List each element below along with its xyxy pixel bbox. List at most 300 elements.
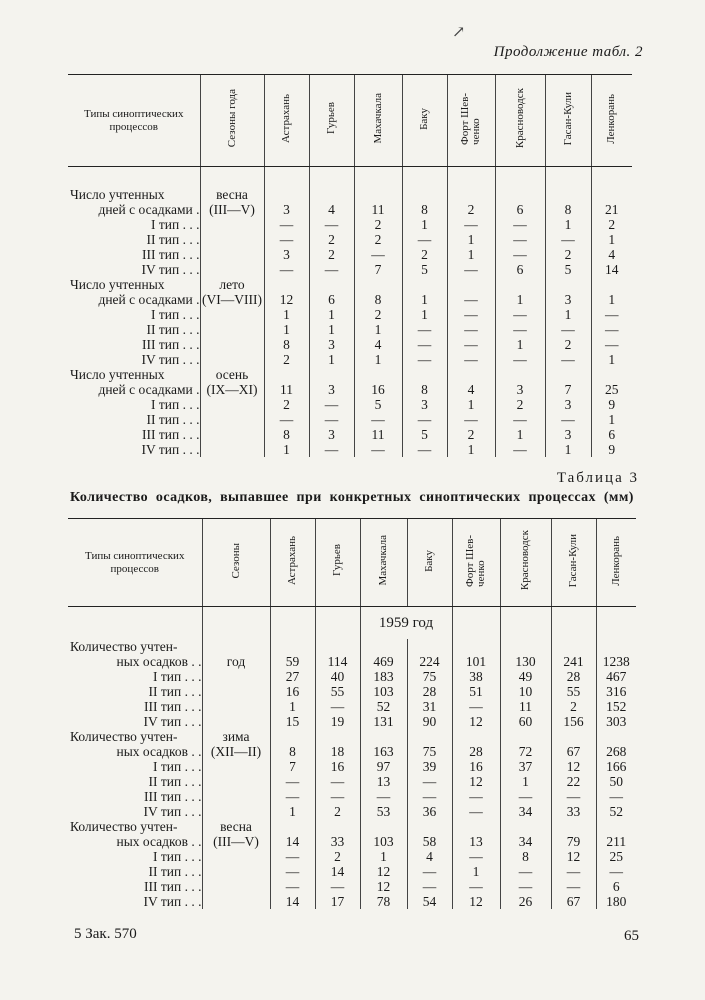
season-cell bbox=[202, 714, 270, 729]
value-cell: 5 bbox=[545, 262, 591, 277]
value-cell: 90 bbox=[407, 714, 452, 729]
value-cell: — bbox=[452, 699, 500, 714]
table-row bbox=[68, 774, 636, 789]
value-cell: 54 bbox=[407, 894, 452, 909]
value-cell: 12 bbox=[452, 714, 500, 729]
value-cell bbox=[500, 819, 551, 834]
value-cell: 1 bbox=[447, 232, 495, 247]
row-label: II тип . . . bbox=[148, 684, 202, 699]
value-cell: 33 bbox=[315, 834, 360, 849]
value-cell: 163 bbox=[360, 744, 407, 759]
value-cell: — bbox=[447, 352, 495, 367]
row-label: II тип . . . bbox=[148, 864, 202, 879]
value-cell bbox=[545, 277, 591, 292]
table-row bbox=[68, 849, 636, 864]
value-cell: 16 bbox=[452, 759, 500, 774]
value-cell: 55 bbox=[551, 684, 596, 699]
value-cell: 303 bbox=[596, 714, 636, 729]
value-cell bbox=[591, 277, 632, 292]
value-cell: — bbox=[495, 307, 545, 322]
row-label: дней с осадками . bbox=[98, 292, 200, 307]
season-cell bbox=[202, 804, 270, 819]
table-row bbox=[68, 247, 632, 262]
row-label: II тип . . . bbox=[146, 322, 200, 337]
value-cell: — bbox=[402, 322, 447, 337]
value-cell: 1 bbox=[309, 307, 354, 322]
table-row bbox=[68, 729, 636, 744]
value-cell: — bbox=[270, 879, 315, 894]
value-cell: — bbox=[447, 412, 495, 427]
value-cell: 59 bbox=[270, 654, 315, 669]
season-cell bbox=[202, 864, 270, 879]
season-cell bbox=[200, 337, 264, 352]
value-cell bbox=[407, 819, 452, 834]
table-row bbox=[68, 864, 636, 879]
value-cell: 2 bbox=[315, 804, 360, 819]
value-cell: 4 bbox=[407, 849, 452, 864]
value-cell bbox=[270, 729, 315, 744]
row-label: ных осадков . . bbox=[116, 834, 202, 849]
value-cell: — bbox=[452, 849, 500, 864]
value-cell: — bbox=[447, 322, 495, 337]
value-cell bbox=[264, 187, 309, 202]
value-cell: 2 bbox=[264, 352, 309, 367]
station-header-makhachkala: Махачкала bbox=[354, 75, 402, 167]
value-cell: 53 bbox=[360, 804, 407, 819]
value-cell bbox=[360, 729, 407, 744]
value-cell: 14 bbox=[315, 864, 360, 879]
row-label: III тип . . . bbox=[142, 427, 200, 442]
value-cell: 183 bbox=[360, 669, 407, 684]
value-cell bbox=[354, 187, 402, 202]
value-cell: — bbox=[309, 412, 354, 427]
season-cell: год bbox=[202, 654, 270, 669]
value-cell: 8 bbox=[500, 849, 551, 864]
pencil-mark: ↗ bbox=[452, 24, 466, 41]
value-cell: — bbox=[309, 442, 354, 457]
value-cell bbox=[264, 367, 309, 382]
season-column-header: Сезоны bbox=[202, 519, 270, 607]
season-cell: зима bbox=[202, 729, 270, 744]
value-cell: 3 bbox=[309, 337, 354, 352]
value-cell: — bbox=[591, 322, 632, 337]
value-cell: 241 bbox=[551, 654, 596, 669]
value-cell: 18 bbox=[315, 744, 360, 759]
value-cell bbox=[447, 187, 495, 202]
station-header-baku: Баку bbox=[402, 75, 447, 167]
value-cell: 52 bbox=[360, 699, 407, 714]
value-cell bbox=[402, 367, 447, 382]
spacer-row bbox=[68, 167, 632, 188]
value-cell: 1 bbox=[354, 352, 402, 367]
station-header-guryev: Гурьев bbox=[309, 75, 354, 167]
table-row bbox=[68, 232, 632, 247]
value-cell: — bbox=[447, 217, 495, 232]
row-label: III тип . . . bbox=[144, 879, 202, 894]
value-cell: 2 bbox=[447, 427, 495, 442]
row-label: IV тип . . . bbox=[141, 442, 200, 457]
value-cell: 2 bbox=[551, 699, 596, 714]
value-cell: — bbox=[264, 217, 309, 232]
value-cell: 8 bbox=[402, 202, 447, 217]
season-cell: весна bbox=[202, 819, 270, 834]
value-cell: 28 bbox=[452, 744, 500, 759]
value-cell: — bbox=[545, 322, 591, 337]
season-cell bbox=[202, 669, 270, 684]
value-cell: — bbox=[402, 337, 447, 352]
value-cell: 3 bbox=[545, 397, 591, 412]
value-cell: — bbox=[264, 232, 309, 247]
value-cell: 8 bbox=[270, 744, 315, 759]
value-cell bbox=[452, 639, 500, 654]
row-label: II тип . . . bbox=[146, 412, 200, 427]
value-cell: 16 bbox=[315, 759, 360, 774]
value-cell: — bbox=[315, 789, 360, 804]
value-cell bbox=[591, 187, 632, 202]
value-cell: 1 bbox=[402, 292, 447, 307]
table-row bbox=[68, 442, 632, 457]
value-cell: 51 bbox=[452, 684, 500, 699]
table-3-title: Количество осадков, выпавшее при конкретных синоптических процессах (мм) bbox=[70, 490, 634, 505]
value-cell bbox=[452, 819, 500, 834]
value-cell: — bbox=[354, 247, 402, 262]
value-cell: 50 bbox=[596, 774, 636, 789]
value-cell: — bbox=[270, 849, 315, 864]
value-cell: 12 bbox=[551, 759, 596, 774]
value-cell: 103 bbox=[360, 684, 407, 699]
value-cell: 1 bbox=[495, 292, 545, 307]
row-label: дней с осадками . bbox=[98, 202, 200, 217]
value-cell: 1 bbox=[447, 247, 495, 262]
value-cell: 26 bbox=[500, 894, 551, 909]
value-cell: 1 bbox=[591, 292, 632, 307]
value-cell: 1 bbox=[447, 397, 495, 412]
value-cell: 2 bbox=[545, 247, 591, 262]
value-cell: — bbox=[500, 789, 551, 804]
row-label: I тип . . . bbox=[153, 669, 202, 684]
season-cell: (III—V) bbox=[200, 202, 264, 217]
value-cell: 1 bbox=[447, 442, 495, 457]
table-row bbox=[68, 639, 636, 654]
value-cell: 8 bbox=[354, 292, 402, 307]
value-cell: 5 bbox=[354, 397, 402, 412]
value-cell: — bbox=[270, 774, 315, 789]
value-cell bbox=[551, 819, 596, 834]
value-cell: 2 bbox=[402, 247, 447, 262]
value-cell: 10 bbox=[500, 684, 551, 699]
type-column-header: Типы синоптических процессов bbox=[68, 75, 200, 167]
value-cell: 6 bbox=[495, 202, 545, 217]
table-row bbox=[68, 307, 632, 322]
value-cell: 67 bbox=[551, 894, 596, 909]
value-cell: 16 bbox=[354, 382, 402, 397]
value-cell bbox=[596, 639, 636, 654]
value-cell: 469 bbox=[360, 654, 407, 669]
value-cell: — bbox=[452, 789, 500, 804]
value-cell: 1 bbox=[360, 849, 407, 864]
value-cell: 1 bbox=[270, 804, 315, 819]
value-cell: 316 bbox=[596, 684, 636, 699]
value-cell: — bbox=[354, 412, 402, 427]
table-row bbox=[68, 367, 632, 382]
value-cell: — bbox=[402, 352, 447, 367]
value-cell bbox=[270, 819, 315, 834]
value-cell bbox=[407, 639, 452, 654]
value-cell: — bbox=[270, 789, 315, 804]
value-cell: 39 bbox=[407, 759, 452, 774]
value-cell: — bbox=[596, 789, 636, 804]
value-cell: — bbox=[315, 774, 360, 789]
value-cell: 1 bbox=[354, 322, 402, 337]
table-row bbox=[68, 894, 636, 909]
row-label: I тип . . . bbox=[151, 307, 200, 322]
station-header-astrakhan: Астрахань bbox=[270, 519, 315, 607]
table-row bbox=[68, 759, 636, 774]
value-cell bbox=[591, 367, 632, 382]
value-cell: 34 bbox=[500, 804, 551, 819]
season-cell bbox=[202, 639, 270, 654]
value-cell: 103 bbox=[360, 834, 407, 849]
station-header-baku: Баку bbox=[407, 519, 452, 607]
value-cell bbox=[315, 639, 360, 654]
value-cell bbox=[495, 187, 545, 202]
value-cell: 1238 bbox=[596, 654, 636, 669]
table-3 bbox=[68, 518, 636, 909]
table-row bbox=[68, 397, 632, 412]
value-cell: 28 bbox=[551, 669, 596, 684]
value-cell bbox=[407, 729, 452, 744]
value-cell: 6 bbox=[309, 292, 354, 307]
value-cell: 2 bbox=[354, 232, 402, 247]
season-cell bbox=[202, 849, 270, 864]
row-label: I тип . . . bbox=[151, 397, 200, 412]
value-cell: 467 bbox=[596, 669, 636, 684]
value-cell: 1 bbox=[264, 322, 309, 337]
value-cell: 130 bbox=[500, 654, 551, 669]
table-row bbox=[68, 699, 636, 714]
value-cell bbox=[360, 639, 407, 654]
value-cell: 9 bbox=[591, 442, 632, 457]
value-cell: 11 bbox=[354, 427, 402, 442]
value-cell: 1 bbox=[500, 774, 551, 789]
season-cell bbox=[202, 789, 270, 804]
value-cell: — bbox=[447, 307, 495, 322]
value-cell: 3 bbox=[402, 397, 447, 412]
value-cell: 2 bbox=[447, 202, 495, 217]
table-row bbox=[68, 834, 636, 849]
season-cell: (IX—XI) bbox=[200, 382, 264, 397]
value-cell: 2 bbox=[309, 247, 354, 262]
value-cell: 211 bbox=[596, 834, 636, 849]
value-cell: 224 bbox=[407, 654, 452, 669]
value-cell bbox=[551, 729, 596, 744]
season-cell bbox=[200, 307, 264, 322]
row-label: IV тип . . . bbox=[143, 714, 202, 729]
row-label: III тип . . . bbox=[144, 789, 202, 804]
value-cell: 2 bbox=[591, 217, 632, 232]
value-cell: 55 bbox=[315, 684, 360, 699]
value-cell: 3 bbox=[264, 202, 309, 217]
value-cell: 8 bbox=[545, 202, 591, 217]
table-row bbox=[68, 217, 632, 232]
value-cell: — bbox=[591, 307, 632, 322]
value-cell: 2 bbox=[354, 217, 402, 232]
value-cell bbox=[596, 729, 636, 744]
value-cell: 7 bbox=[270, 759, 315, 774]
value-cell: 131 bbox=[360, 714, 407, 729]
value-cell: 4 bbox=[309, 202, 354, 217]
season-cell: (XII—II) bbox=[202, 744, 270, 759]
value-cell: 11 bbox=[500, 699, 551, 714]
value-cell: — bbox=[309, 397, 354, 412]
season-cell: лето bbox=[200, 277, 264, 292]
season-cell bbox=[200, 442, 264, 457]
value-cell bbox=[495, 277, 545, 292]
value-cell: 15 bbox=[270, 714, 315, 729]
value-cell: 13 bbox=[360, 774, 407, 789]
value-cell: 6 bbox=[591, 427, 632, 442]
value-cell: — bbox=[407, 789, 452, 804]
value-cell bbox=[270, 639, 315, 654]
continuation-label: Продолжение табл. 2 bbox=[493, 44, 643, 60]
value-cell: 34 bbox=[500, 834, 551, 849]
value-cell: — bbox=[495, 217, 545, 232]
value-cell: — bbox=[591, 337, 632, 352]
value-cell: 40 bbox=[315, 669, 360, 684]
value-cell: 2 bbox=[495, 397, 545, 412]
value-cell: 72 bbox=[500, 744, 551, 759]
value-cell: 36 bbox=[407, 804, 452, 819]
value-cell: 114 bbox=[315, 654, 360, 669]
station-header-lenkoran: Ленкорань bbox=[591, 75, 632, 167]
value-cell: — bbox=[545, 412, 591, 427]
value-cell bbox=[495, 367, 545, 382]
value-cell bbox=[402, 187, 447, 202]
type-column-header: Типы синоптических процессов bbox=[68, 519, 202, 607]
value-cell: 12 bbox=[551, 849, 596, 864]
value-cell: 5 bbox=[402, 427, 447, 442]
table-row bbox=[68, 427, 632, 442]
value-cell: 21 bbox=[591, 202, 632, 217]
value-cell: 2 bbox=[264, 397, 309, 412]
value-cell: 8 bbox=[264, 337, 309, 352]
value-cell: 17 bbox=[315, 894, 360, 909]
value-cell: 1 bbox=[309, 352, 354, 367]
value-cell bbox=[354, 277, 402, 292]
value-cell bbox=[309, 277, 354, 292]
table-row bbox=[68, 202, 632, 217]
value-cell: 3 bbox=[264, 247, 309, 262]
value-cell: 268 bbox=[596, 744, 636, 759]
value-cell: 1 bbox=[264, 307, 309, 322]
year-label: 1959 год bbox=[360, 607, 452, 640]
station-header-krasnovodsk: Красноводск bbox=[495, 75, 545, 167]
value-cell: 5 bbox=[402, 262, 447, 277]
page-number: 65 bbox=[624, 928, 639, 944]
value-cell: — bbox=[551, 879, 596, 894]
value-cell: 14 bbox=[270, 834, 315, 849]
value-cell: 1 bbox=[545, 217, 591, 232]
value-cell: — bbox=[407, 774, 452, 789]
row-label: IV тип . . . bbox=[141, 352, 200, 367]
row-label: Число учтенных bbox=[70, 367, 165, 382]
value-cell: 12 bbox=[452, 894, 500, 909]
value-cell: 19 bbox=[315, 714, 360, 729]
value-cell bbox=[452, 729, 500, 744]
value-cell bbox=[545, 367, 591, 382]
table-row bbox=[68, 187, 632, 202]
value-cell: 8 bbox=[402, 382, 447, 397]
value-cell: — bbox=[500, 879, 551, 894]
value-cell: 3 bbox=[495, 382, 545, 397]
value-cell: 52 bbox=[596, 804, 636, 819]
value-cell: 11 bbox=[354, 202, 402, 217]
value-cell: — bbox=[354, 442, 402, 457]
season-cell bbox=[200, 397, 264, 412]
value-cell: — bbox=[264, 412, 309, 427]
season-cell bbox=[202, 774, 270, 789]
value-cell: — bbox=[495, 232, 545, 247]
row-label: Количество учтен- bbox=[70, 639, 178, 654]
value-cell bbox=[354, 367, 402, 382]
value-cell: 152 bbox=[596, 699, 636, 714]
value-cell: 37 bbox=[500, 759, 551, 774]
season-cell bbox=[202, 699, 270, 714]
value-cell: 12 bbox=[452, 774, 500, 789]
value-cell: — bbox=[495, 442, 545, 457]
value-cell: 1 bbox=[495, 337, 545, 352]
value-cell: 1 bbox=[452, 864, 500, 879]
value-cell: 78 bbox=[360, 894, 407, 909]
value-cell: 1 bbox=[545, 307, 591, 322]
row-label: I тип . . . bbox=[153, 759, 202, 774]
value-cell: 25 bbox=[591, 382, 632, 397]
value-cell: 4 bbox=[354, 337, 402, 352]
station-header-astrakhan: Астрахань bbox=[264, 75, 309, 167]
value-cell: — bbox=[495, 322, 545, 337]
value-cell: 1 bbox=[402, 307, 447, 322]
value-cell: 1 bbox=[402, 217, 447, 232]
row-label: Количество учтен- bbox=[70, 819, 178, 834]
table-row bbox=[68, 322, 632, 337]
value-cell: 156 bbox=[551, 714, 596, 729]
row-label: IV тип . . . bbox=[141, 262, 200, 277]
row-label: III тип . . . bbox=[144, 699, 202, 714]
value-cell: 1 bbox=[495, 427, 545, 442]
row-label: II тип . . . bbox=[148, 774, 202, 789]
value-cell: — bbox=[500, 864, 551, 879]
row-label: Количество учтен- bbox=[70, 729, 178, 744]
table-row bbox=[68, 654, 636, 669]
table-3-header bbox=[68, 519, 636, 607]
value-cell: — bbox=[495, 412, 545, 427]
value-cell: 2 bbox=[545, 337, 591, 352]
season-cell: (VI—VIII) bbox=[200, 292, 264, 307]
value-cell: 60 bbox=[500, 714, 551, 729]
row-label: Число учтенных bbox=[70, 277, 165, 292]
row-label: III тип . . . bbox=[142, 337, 200, 352]
value-cell: 33 bbox=[551, 804, 596, 819]
table-row bbox=[68, 669, 636, 684]
value-cell: 4 bbox=[447, 382, 495, 397]
row-label: I тип . . . bbox=[153, 849, 202, 864]
footer-signature: 5 Зак. 570 bbox=[74, 926, 137, 942]
value-cell: — bbox=[360, 789, 407, 804]
row-label: IV тип . . . bbox=[143, 894, 202, 909]
season-cell bbox=[200, 217, 264, 232]
row-label: ных осадков . . bbox=[116, 654, 202, 669]
value-cell: — bbox=[447, 337, 495, 352]
